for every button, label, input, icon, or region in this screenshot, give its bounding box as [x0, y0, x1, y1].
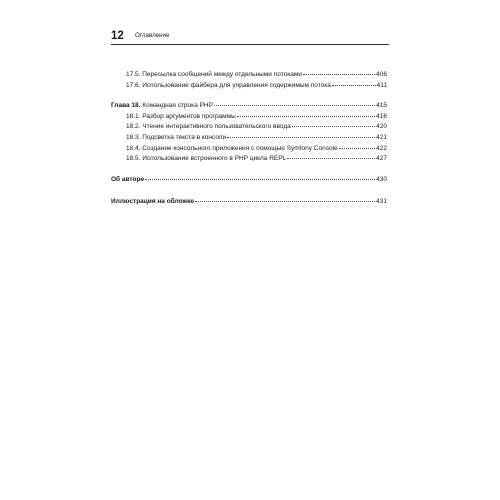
toc-entry-title: 17.5. Пересылка сообщений между отдельными потоками	[126, 71, 302, 78]
page-number: 12	[111, 30, 124, 42]
dot-leader	[287, 158, 375, 159]
chapter-label: Глава 18.	[111, 102, 141, 110]
toc-entry-page: 420	[376, 123, 387, 131]
dot-leader	[145, 179, 375, 180]
table-of-contents	[111, 70, 387, 208]
header-rule	[111, 44, 389, 45]
toc-entry-title: 18.4. Создание консольного приложения с помощью Symfony Console	[126, 144, 338, 152]
toc-chapter-title	[111, 101, 213, 112]
dot-leader	[237, 116, 375, 117]
dot-leader	[303, 74, 375, 75]
toc-entry-18-3	[111, 133, 387, 144]
dot-leader	[195, 201, 375, 202]
toc-entry-17-6	[111, 81, 387, 92]
toc-entry-18-5	[111, 154, 387, 165]
toc-entry-title: Об авторе	[111, 175, 145, 183]
toc-entry-page: 427	[376, 155, 387, 163]
toc-entry-page: 422	[376, 144, 387, 152]
toc-entry-title: 18.1. Разбор аргументов программы	[126, 112, 236, 120]
toc-entry-title: 18.5. Использование встроенного в PHP цикла REPL	[126, 155, 287, 163]
toc-entry-page: 430	[376, 175, 387, 183]
dot-leader	[214, 105, 375, 106]
dot-leader	[339, 148, 375, 149]
toc-entry-page: 415	[376, 102, 387, 110]
dot-leader	[332, 85, 376, 86]
toc-entry-17-5	[111, 70, 387, 81]
toc-entry-18-2	[111, 122, 387, 133]
toc-entry-title: 18.2. Чтение интерактивного пользовательского ввода	[126, 123, 291, 131]
chapter-name: Командная строка PHP	[140, 102, 213, 110]
toc-entry-page: 421	[376, 133, 387, 141]
toc-entry-18-1	[111, 112, 387, 123]
toc-entry-page: 411	[376, 81, 387, 89]
toc-cover-illustration	[111, 197, 387, 208]
toc-entry-page: 431	[376, 198, 387, 206]
toc-about-author	[111, 175, 387, 186]
toc-entry-title: 18.3. Подсветка текста в консоли	[126, 133, 227, 141]
toc-entry-title: 17.6. Использование файбера для управления содержимым потока	[126, 81, 331, 89]
toc-chapter-18	[111, 101, 387, 112]
toc-entry-page: 406	[376, 71, 387, 78]
running-title: Оглавление	[135, 32, 170, 39]
dot-leader	[227, 137, 375, 138]
toc-entry-title: Иллюстрация на обложке	[111, 198, 194, 206]
toc-entry-18-4	[111, 144, 387, 155]
page-header	[111, 29, 389, 43]
toc-entry-page: 416	[376, 112, 387, 120]
dot-leader	[292, 126, 375, 127]
